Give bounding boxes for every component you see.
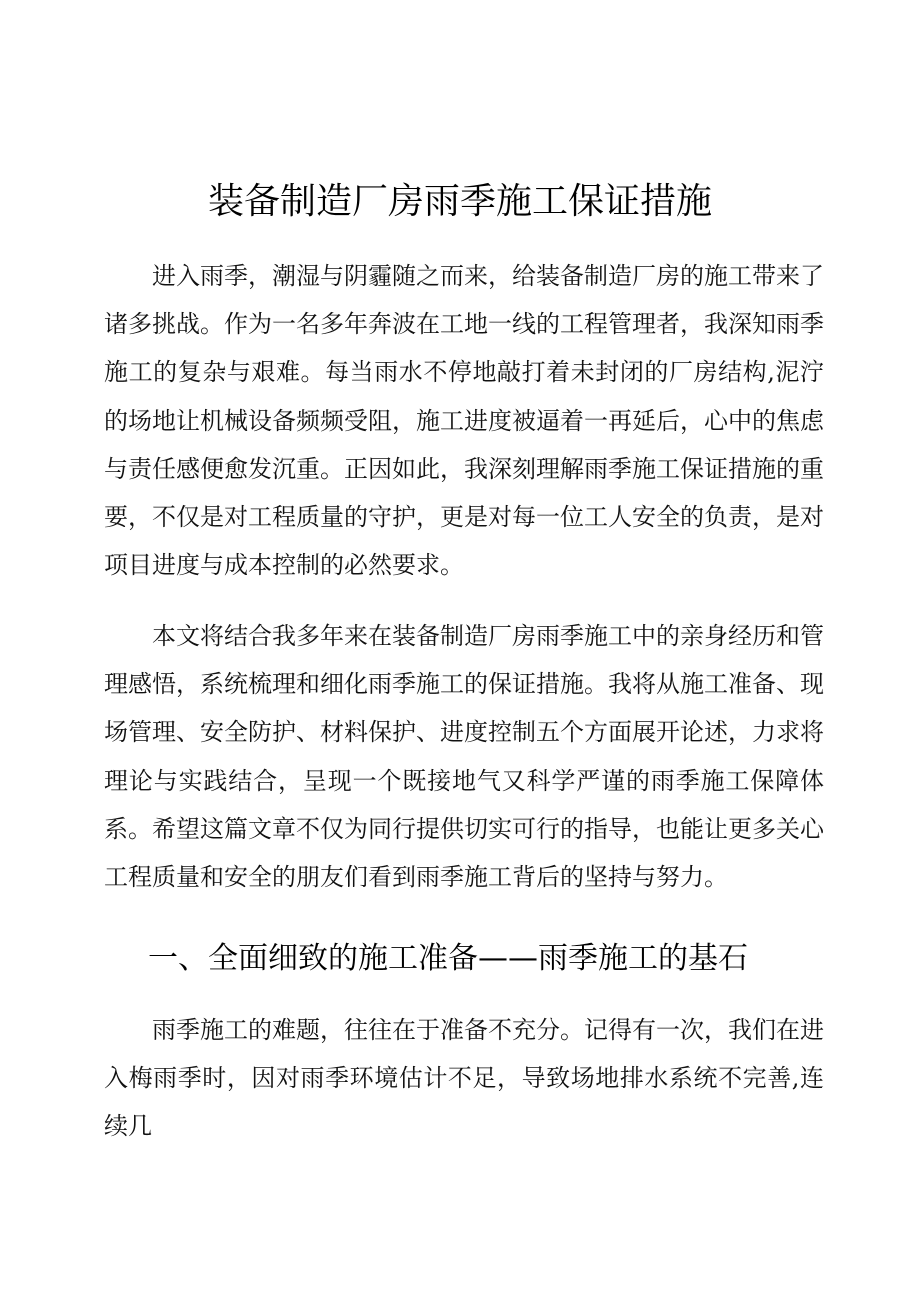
intro-paragraph-2: 本文将结合我多年来在装备制造厂房雨季施工中的亲身经历和管理感悟，系统梳理和细化雨季施工的保证措施。我将从施工准备、现场管理、安全防护、材料保护、进度控制五个方面展开论述，力求将理论与实践结合，呈现一个既接地气又科学严谨的雨季施工保障体系。希望这篇文章不仅为同行提供切实可行的指导，也能让更多关心工程质量和安全的朋友们看到雨季施工背后的坚持与努力。 (104, 622, 824, 892)
section-1-paragraph-1: 雨季施工的难题，往往在于准备不充分。记得有一次，我们在进入梅雨季时，因对雨季环境估计不足，导致场地排水系统不完善,连续几 (104, 1016, 824, 1141)
document-title: 装备制造厂房雨季施工保证措施 (207, 181, 712, 222)
section-heading-1: 一、全面细致的施工准备——雨季施工的基石 (148, 941, 748, 976)
intro-paragraph-1: 进入雨季，潮湿与阴霾随之而来，给装备制造厂房的施工带来了诸多挑战。作为一名多年奔波在工地一线的工程管理者，我深知雨季施工的复杂与艰难。每当雨水不停地敲打着未封闭的厂房结构,泥泞的场地让机械设备频频受阻，施工进度被逼着一再延后，心中的焦虑与责任感便愈发沉重。正因如此，我深刻理解雨季施工保证措施的重要，不仅是对工程质量的守护，更是对每一位工人安全的负责，是对项目进度与成本控制的必然要求。 (104, 262, 824, 580)
